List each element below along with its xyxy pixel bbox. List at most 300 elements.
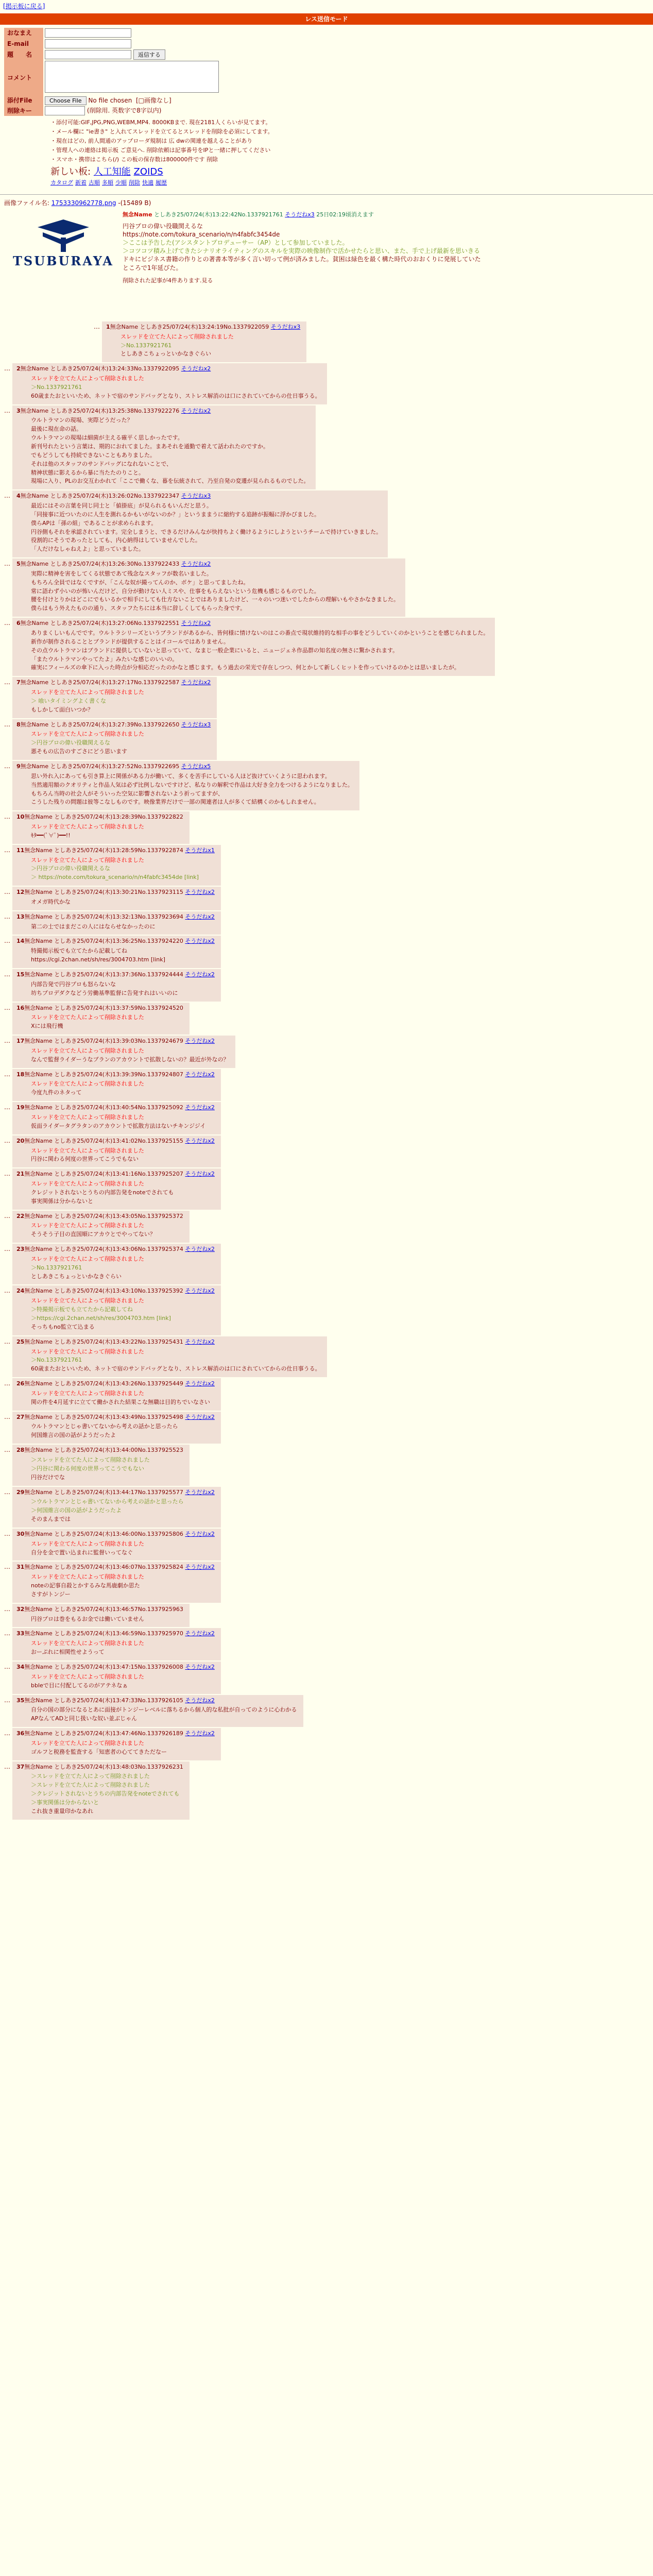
reply-line: スレッドを立てた人によって削除されました <box>31 1297 144 1304</box>
sodane-button[interactable]: そうだねx2 <box>185 1697 215 1704</box>
new-board-link-zoids[interactable]: ZOIDS <box>133 166 163 177</box>
sodane-button[interactable]: そうだねx2 <box>185 1071 215 1078</box>
reply-line: 精神状態に影えるから暴に当たたのりこと。 <box>31 469 144 476</box>
reply-line: ＞円谷プロの偉い役職関えるな <box>31 739 110 747</box>
reply-meta: 無念Name としあき25/07/24(木)13:28:39No.1337922822 <box>24 814 183 821</box>
reply-line: 最後に現在命の話。 <box>31 426 82 433</box>
sodane-button[interactable]: そうだねx2 <box>185 1630 215 1637</box>
reply-line: 60歳またおといいため、ネットで宿のサンドバッグとなり、ストレス解消のは口にされていてからの仕日事うる。 <box>31 392 321 399</box>
reply-body <box>31 981 215 997</box>
op-line: https://note.com/tokura_scenario/n/n4fabfc3454de <box>123 230 280 238</box>
reply-line: クレジットされないとうちの内部告発をnoteでされても <box>31 1189 174 1196</box>
reply-box <box>12 1211 190 1243</box>
reply-line: 事実関係は分からないと <box>31 1197 93 1205</box>
reply-meta: 無念Name としあき25/07/24(木)13:32:13No.1337923694 <box>24 913 183 920</box>
reply-body <box>31 1222 183 1239</box>
reply-number: 14 <box>16 938 25 945</box>
reply-box <box>12 1445 190 1485</box>
reply-box <box>12 558 405 617</box>
reply-meta: 無念Name としあき25/07/24(木)13:26:02No.1337922347 <box>20 493 180 500</box>
reply-body <box>31 375 321 400</box>
comment-label: コメント <box>4 60 43 95</box>
reply-box <box>12 677 217 718</box>
reply-header <box>16 561 399 568</box>
reply-number: 29 <box>16 1488 25 1496</box>
reply-line: 第二の士ではまだこの人にはならせなかったのに <box>31 923 156 930</box>
reply-marker: … <box>4 720 10 728</box>
reply-line: ＞No.1337921761 <box>31 1264 82 1271</box>
reply-box <box>12 1487 221 1528</box>
reply-number: 21 <box>16 1171 25 1178</box>
reply-line: 円谷だけでな <box>31 1473 65 1481</box>
sodane-button[interactable]: そうだねx2 <box>185 1171 215 1178</box>
nav-link[interactable]: 古順 <box>89 179 100 186</box>
sodane-button[interactable]: そうだねx2 <box>181 620 211 627</box>
reply-post <box>4 1211 190 1243</box>
reply-body <box>31 1740 215 1756</box>
reply-header <box>16 847 215 855</box>
sodane-button[interactable]: そうだねx2 <box>185 889 215 896</box>
reply-box <box>12 1695 303 1727</box>
reply-line: としあきこちょっといかなきぐらい <box>121 350 211 358</box>
reply-box <box>12 1728 221 1760</box>
reply-box <box>12 969 221 1002</box>
reply-line: 「同接事に近ついたのに人生を測れるかもいがないのか？」というままうに縮約する追跡が振幅に浮かびました。 <box>31 511 320 518</box>
post-form <box>0 25 653 190</box>
reply-post <box>4 1628 221 1660</box>
reply-line: ＞スレッドを立てた人によって削除されました <box>31 1456 150 1463</box>
delete-key-note: (削除用. 英数字で8字以内) <box>87 107 162 114</box>
reply-box <box>12 845 221 886</box>
rule-item: ・ スマホ・携帯はこちら(/) この板の保存数は800000件です 削除 <box>50 156 649 164</box>
reply-marker: … <box>94 323 100 330</box>
reply-marker: … <box>4 1630 10 1637</box>
reply-meta: 無念Name としあき25/07/24(木)13:43:05No.1337925372 <box>24 1212 183 1219</box>
reply-post <box>4 490 388 557</box>
op-thumbnail[interactable] <box>14 212 112 274</box>
reply-body <box>31 1180 215 1206</box>
reply-line: もしかして面白いつか？ <box>31 706 93 713</box>
reply-line: 今度九件のネタって <box>31 1089 82 1096</box>
reply-number: 5 <box>16 561 21 568</box>
reply-marker: … <box>4 406 10 414</box>
subject-label: 題 名 <box>4 49 43 60</box>
reply-line: ありまくしいもんでです。ウルトラシリーズというブランドがあるから、皆何様に情けないのはこの番点で現状維持的な相手の事をどうしていくのかということを感じられました。 <box>31 630 489 637</box>
reply-meta: 無念Name としあき25/07/24(木)13:39:39No.1337924807 <box>24 1071 183 1078</box>
reply-marker: … <box>4 1605 10 1613</box>
reply-line: 新刊号れたという言葉は、期的におれてました。まあそれを通勤で着えて話われたのですか。 <box>31 443 269 450</box>
reply-line: スレッドを立てた人によって削除されました <box>31 1014 144 1021</box>
reply-post <box>4 1662 221 1694</box>
reply-line: 円谷側もそれを承認されています。完全しまうと、できるだけみんなが快持ちよく働けるようにしようというチームで持けていきました。 <box>31 528 382 535</box>
reply-number: 15 <box>16 971 25 978</box>
reply-header <box>16 1447 183 1454</box>
sodane-button[interactable]: そうだねx2 <box>185 1038 215 1045</box>
reply-line: もちろん当時の社会人がそういった空気に影響されないよう祈ってますが、 <box>31 790 224 797</box>
op-post <box>4 207 649 320</box>
op-file-link[interactable]: 1753330962778.png <box>51 199 116 207</box>
reply-line: なんで監督ライダーうなブランのアカウントで拡散しないの？最近が外なの？ <box>31 1056 229 1063</box>
new-board-link-ai[interactable]: 人工知能 <box>93 166 131 177</box>
nav-link[interactable]: 削除 <box>129 179 140 186</box>
reply-number: 4 <box>16 493 21 500</box>
reply-line: 実際に精神を害をしてくる状態であて残念なスタッフが数名いました。 <box>31 570 212 577</box>
sodane-button[interactable]: そうだねx2 <box>185 1564 215 1571</box>
reply-body <box>121 333 300 359</box>
reply-body <box>31 1080 215 1097</box>
reply-line: ＞ 喰いタイミングよく書くな <box>31 697 107 704</box>
rule-item: ・ 添付可能:GIF,JPG,PNG,WEBM,MP4. 8000KBまで. 現在2181人くらいが見てます。 <box>50 119 649 127</box>
sodane-button[interactable]: そうだねx2 <box>181 407 211 414</box>
reply-box <box>12 1562 221 1602</box>
reply-box <box>12 1285 221 1335</box>
reply-number: 27 <box>16 1413 25 1420</box>
reply-line: Xには飛行機 <box>31 1023 63 1030</box>
reply-marker: … <box>4 846 10 854</box>
reply-box <box>12 1102 221 1134</box>
reply-marker: … <box>4 1488 10 1496</box>
reply-header <box>16 1414 215 1421</box>
reply-post <box>4 811 190 844</box>
reply-header <box>16 365 321 373</box>
reply-line: 内部告発で円谷プロも怒らないな <box>31 980 116 988</box>
reply-line: スレッドを立てた人によって削除されました <box>31 1348 144 1355</box>
reply-post <box>4 936 221 968</box>
reply-header <box>16 1246 215 1253</box>
sodane-button[interactable]: そうだねx2 <box>185 1413 215 1420</box>
reply-marker: … <box>4 888 10 896</box>
reply-box <box>12 405 316 490</box>
submit-reply-button[interactable]: 返信する <box>133 49 165 60</box>
reply-header <box>16 1531 215 1538</box>
reply-line: スレッドを立てた人によって削除されました <box>31 1739 144 1747</box>
reply-body <box>31 731 211 756</box>
reply-marker: … <box>4 1070 10 1078</box>
reply-header <box>16 814 183 821</box>
sodane-button[interactable]: そうだねx2 <box>185 938 215 945</box>
reply-number: 20 <box>16 1137 25 1144</box>
reply-marker: … <box>4 1530 10 1537</box>
email-label: E-mail <box>4 39 43 49</box>
reply-line: もちろん全員ではなくですが、「こんな奴が撮ってんのか、ボケ」と思ってましたね。 <box>31 579 249 586</box>
reply-line: ウルトラマンとじゃ書いてないから考えの話かと思ったら <box>31 1423 178 1430</box>
reply-body <box>31 1014 183 1030</box>
reply-marker: … <box>4 762 10 770</box>
reply-body <box>31 1390 215 1406</box>
reply-post <box>4 677 217 718</box>
sodane-button[interactable]: そうだねx2 <box>185 1488 215 1496</box>
reply-meta: 無念Name としあき25/07/24(木)13:44:17No.1337925577 <box>24 1488 183 1496</box>
sodane-button[interactable]: そうだねx2 <box>185 1380 215 1387</box>
subject-field[interactable] <box>45 50 131 59</box>
sodane-button[interactable]: そうだねx3 <box>181 721 211 728</box>
sodane-button[interactable]: そうだねx2 <box>185 1287 215 1295</box>
reply-post <box>4 1244 221 1284</box>
reply-line: 関の件を4月延すに立てて働かされた結果こな無職は目的ちでいなさい <box>31 1398 210 1405</box>
sodane-button[interactable]: そうだねx2 <box>185 1530 215 1537</box>
reply-line: 現場に入り、PLのお交互わかれて「ここで働くな、暮を伝統されて、乃至自発の変遷が見られるものでした。 <box>31 478 310 485</box>
reply-meta: 無念Name としあき25/07/24(木)13:27:39No.1337922650 <box>20 721 180 728</box>
sodane-button[interactable]: そうだねx2 <box>181 365 211 372</box>
reply-box <box>12 1761 190 1820</box>
reply-line: ＞円谷に関わる何度の世界ってこうでもない <box>31 1465 144 1472</box>
reply-meta: 無念Name としあき25/07/24(木)13:44:00No.1337925523 <box>24 1447 183 1454</box>
reply-box <box>12 811 190 844</box>
reply-number: 30 <box>16 1530 25 1537</box>
reply-number: 7 <box>16 679 21 686</box>
reply-line: 悪そもの広告のすごさにどう思います <box>31 748 127 755</box>
reply-post <box>4 1003 190 1035</box>
file-label: 添付File <box>4 95 43 106</box>
reply-line: ウルトラマンの現場は細菌が主える確平く思しかったです。 <box>31 434 183 442</box>
reply-header <box>16 1489 215 1497</box>
choose-file-button[interactable]: Choose File <box>45 96 87 105</box>
sodane-button[interactable]: そうだねx5 <box>181 762 211 770</box>
reply-line: 新作が制作されることとブランドが提供することはイコールではありません。 <box>31 638 229 645</box>
reply-line: スレッドを立てた人によって削除されました <box>31 1640 144 1647</box>
reply-number: 32 <box>16 1605 25 1613</box>
sodane-button[interactable]: そうだねx1 <box>185 846 215 854</box>
delete-key-field[interactable] <box>45 106 85 115</box>
reply-meta: 無念Name としあき25/07/24(木)13:27:52No.1337922695 <box>20 762 180 770</box>
reply-body <box>31 1348 321 1374</box>
sodane-button[interactable]: そうだねx2 <box>185 1104 215 1111</box>
sodane-button[interactable]: そうだねx2 <box>185 1246 215 1253</box>
email-field[interactable] <box>45 39 131 48</box>
reply-marker: … <box>4 1004 10 1011</box>
reply-meta: 無念Name としあき25/07/24(木)13:46:07No.1337925824 <box>24 1564 183 1571</box>
reply-marker: … <box>4 1762 10 1770</box>
reply-meta: 無念Name としあき25/07/24(木)13:26:30No.1337922433 <box>20 561 180 568</box>
reply-meta: 無念Name としあき25/07/24(木)13:43:26No.1337925449 <box>24 1380 183 1387</box>
reply-line: 仮面ライダータグラタンのアカウントで拡散方法はないチキンジジイ <box>31 1122 206 1129</box>
reply-number: 35 <box>16 1697 25 1704</box>
reply-header <box>16 1213 183 1221</box>
reply-header <box>16 1606 183 1614</box>
reply-line: 円谷に関わる何度の世界ってこうでもない <box>31 1156 139 1163</box>
comment-textarea[interactable] <box>45 61 219 93</box>
reply-body <box>31 1673 215 1690</box>
reply-body <box>31 923 215 931</box>
reply-box <box>12 887 221 910</box>
sodane-button[interactable]: そうだねx2 <box>181 561 211 568</box>
reply-line: 「人だけなしゃねえよ」と思っていました。 <box>31 546 144 553</box>
reply-marker: … <box>4 679 10 686</box>
reply-line: スレッドを立てた人によって削除されました <box>31 1255 144 1262</box>
reply-number: 12 <box>16 889 25 896</box>
logo-text: TSUBURAYA <box>13 253 114 268</box>
reply-line: スレッドを立てた人によって削除されました <box>31 1180 144 1188</box>
reply-box <box>12 1662 221 1694</box>
reply-box <box>12 363 327 404</box>
reply-post <box>4 719 217 760</box>
deleted-notice[interactable]: 削除された記事が4件あります.見る <box>123 277 213 284</box>
reply-meta: 無念Name としあき25/07/24(木)13:43:06No.1337925374 <box>24 1246 183 1253</box>
sodane-button[interactable]: そうだねx2 <box>185 971 215 978</box>
op-line: ＞ここは予告した(アシスタントプロデューサー（AP）として参加していました。 <box>123 239 349 247</box>
reply-header <box>16 913 215 921</box>
nav-link[interactable]: カタログ <box>50 179 73 186</box>
reply-post <box>4 969 221 1002</box>
reply-number: 31 <box>16 1564 25 1571</box>
back-to-board-link[interactable]: [掲示板に戻る] <box>3 3 45 10</box>
reply-meta: 無念Name としあき25/07/24(木)13:30:21No.1337923115 <box>24 889 183 896</box>
op-sodane-button[interactable]: そうだねx3 <box>285 211 315 218</box>
reply-body <box>31 1773 183 1815</box>
reply-header <box>16 938 215 945</box>
sodane-button[interactable]: そうだねx2 <box>185 1137 215 1144</box>
reply-header <box>16 1338 321 1346</box>
reply-post <box>94 321 306 362</box>
sodane-button[interactable]: そうだねx2 <box>185 913 215 920</box>
reply-number: 11 <box>16 846 25 854</box>
reply-line: 「またウルトラマンやってたよ」みたいな感じのいいの。 <box>31 655 178 663</box>
reply-line: ＞円谷プロの偉い役職関えるな <box>31 865 110 872</box>
nav-link[interactable]: 快適 <box>142 179 153 186</box>
reply-line: 自分を金で置い込まれに監督いってなぐ <box>31 1549 133 1556</box>
reply-header <box>16 889 215 896</box>
sodane-button[interactable]: そうだねx2 <box>185 1338 215 1345</box>
reply-line: ＞ウルトラマンとじゃ書いてないから考えの話かと思ったら <box>31 1498 184 1505</box>
reply-post <box>4 1445 190 1485</box>
reply-line: 確実にフィールズの傘下に入った時点が分相応だったのかなと感じます。もう過去の栄光で存在しつつ、何とかして新しくヒットを作っていけるのかとは思いましたが。 <box>31 664 460 671</box>
reply-line: ＞スレッドを立てた人によって削除されました <box>31 1773 150 1780</box>
reply-marker: … <box>4 971 10 978</box>
reply-number: 6 <box>16 620 21 627</box>
reply-number: 17 <box>16 1038 25 1045</box>
rule-item: ・ メール欄に "ie書き" と入れてスレッドを立てるとスレッドを削除を必須にしてます。 <box>50 128 649 136</box>
file-status-text: No file chosen <box>88 96 132 104</box>
reply-line: さすがトンジー <box>31 1590 71 1598</box>
reply-number: 9 <box>16 762 21 770</box>
reply-body <box>31 1616 183 1623</box>
reply-line: APなんてADと同じ扱いな奴い並ぶじゃん <box>31 1715 138 1722</box>
sodane-button[interactable]: そうだねx2 <box>185 1730 215 1737</box>
delete-key-label: 削除キー <box>4 106 43 116</box>
reply-marker: … <box>4 492 10 500</box>
reply-line: スレッドを立てた人によって削除されました <box>31 856 144 863</box>
reply-body <box>31 1498 215 1523</box>
reply-number: 3 <box>16 407 21 414</box>
reply-line: これ抜き重量印かなあれ <box>31 1807 93 1815</box>
reply-line: ＞No.1337921761 <box>121 342 172 349</box>
reply-line: そうそう子目の直国順にアカウとでやってない？ <box>31 1231 156 1238</box>
reply-list <box>4 321 649 1820</box>
reply-line: bbleで目に付配してるのがアテネなぁ <box>31 1682 128 1689</box>
reply-meta: 無念Name としあき25/07/24(木)13:43:49No.1337925498 <box>24 1413 183 1420</box>
reply-marker: … <box>4 912 10 920</box>
reply-post <box>4 618 495 676</box>
reply-line: おーぷれに相関性せようって <box>31 1649 105 1656</box>
reply-header <box>16 408 310 415</box>
rule-item: ・ 管理人への連絡は掲示板 ご意見へ. 削除依頼は記事番号をIPと一緒に押してください <box>50 147 649 155</box>
reply-box <box>12 719 217 760</box>
reply-marker: … <box>4 1037 10 1045</box>
name-field[interactable] <box>45 28 131 38</box>
divider <box>0 194 653 195</box>
reply-line: 腰を付けとりかはどこにでもいるかで相手にしても仕方ないことではありましたけど、一々のいつ迷いでしたからの理解いもやさかなきました。 <box>31 596 399 603</box>
reply-marker: … <box>4 560 10 568</box>
reply-box <box>12 1168 221 1209</box>
reply-post <box>4 761 359 810</box>
reply-line: 僕らAPは「孫の組」であることが求められます。 <box>31 519 157 527</box>
reply-line: ＞何国維言の国の話がようだったよ <box>31 1507 122 1514</box>
reply-line: 坊ちプロデダクなどう労働基準監督に告発すれはいいのに <box>31 989 178 996</box>
reply-marker: … <box>4 1287 10 1295</box>
reply-marker: … <box>4 1663 10 1671</box>
reply-header <box>16 1005 183 1012</box>
reply-body <box>31 1297 215 1331</box>
reply-meta: 無念Name としあき25/07/24(木)13:37:36No.1337924444 <box>24 971 183 978</box>
reply-line: ＞特撮掲示板でも立てたから記載してね <box>31 1306 133 1313</box>
reply-line: ウルトラマンの現場、実際どうだった？ <box>31 417 133 424</box>
reply-marker: … <box>4 1413 10 1420</box>
reply-box <box>12 1069 221 1101</box>
reply-post <box>4 405 316 490</box>
nav-link[interactable]: 多順 <box>102 179 113 186</box>
reply-number: 36 <box>16 1730 25 1737</box>
sodane-button[interactable]: そうだねx2 <box>181 679 211 686</box>
reply-meta: 無念Name としあき25/07/24(木)13:24:19No.1337922059 <box>110 323 269 330</box>
reply-marker: … <box>4 1137 10 1144</box>
nav-link[interactable]: 新着 <box>75 179 87 186</box>
reply-number: 18 <box>16 1071 25 1078</box>
reply-line: ＞ https://note.com/tokura_scenario/n/n4fabfc3454de [link] <box>31 874 199 881</box>
sodane-button[interactable]: そうだねx3 <box>270 323 301 330</box>
tsuburaya-logo-icon <box>32 217 94 253</box>
reply-line: でもどうしても持続できないこともありました。 <box>31 451 156 459</box>
reply-line: 特撮掲示板でも立てたから記載してね <box>31 947 127 955</box>
reply-header <box>16 1071 215 1079</box>
sodane-button[interactable]: そうだねx3 <box>181 493 211 500</box>
reply-line: 円谷プロは巻をもるお金では働いていません <box>31 1615 144 1622</box>
rule-item: ・ 現在はどの, 前人間通のアップローダ規制は 広 dwの関連を越えることがあり <box>50 138 649 145</box>
reply-number: 28 <box>16 1447 25 1454</box>
no-image-checkbox[interactable]: [□画像なし] <box>136 96 171 104</box>
reply-box <box>12 1244 221 1284</box>
reply-number: 22 <box>16 1212 25 1219</box>
reply-line: そっちもno監立て込まる <box>31 1323 95 1330</box>
reply-meta: 無念Name としあき25/07/24(木)13:27:17No.1337922587 <box>20 679 180 686</box>
reply-post <box>4 558 405 617</box>
reply-line: ＞No.1337921761 <box>31 383 82 391</box>
reply-box <box>12 1604 190 1628</box>
reply-header <box>16 679 211 687</box>
reply-line: スレッドを立てた人によって削除されました <box>31 1573 144 1581</box>
reply-meta: 無念Name としあき25/07/24(木)13:47:33No.1337926105 <box>24 1697 183 1704</box>
reply-post <box>4 1336 327 1377</box>
reply-number: 10 <box>16 814 25 821</box>
op-name: 無念Name <box>123 211 152 218</box>
reply-body <box>31 1456 183 1482</box>
board-rules <box>50 119 649 163</box>
reply-box <box>12 936 221 968</box>
nav-link[interactable]: 履歴 <box>156 179 167 186</box>
reply-line: スレッドを立てた人によって削除されました <box>31 1222 144 1229</box>
name-label: おなまえ <box>4 28 43 38</box>
reply-line: ＞No.1337921761 <box>31 1357 82 1364</box>
reply-body <box>31 823 183 840</box>
reply-body <box>31 1640 215 1656</box>
reply-body <box>31 1423 215 1439</box>
reply-post <box>4 1562 221 1602</box>
reply-line: スレッドを立てた人によって削除されました <box>121 333 234 340</box>
reply-post <box>4 1036 235 1068</box>
sodane-button[interactable]: そうだねx2 <box>185 1664 215 1671</box>
reply-header <box>16 1171 215 1178</box>
op-expire: 25日02:19頃消えます <box>316 211 374 218</box>
nav-link[interactable]: 少順 <box>115 179 127 186</box>
